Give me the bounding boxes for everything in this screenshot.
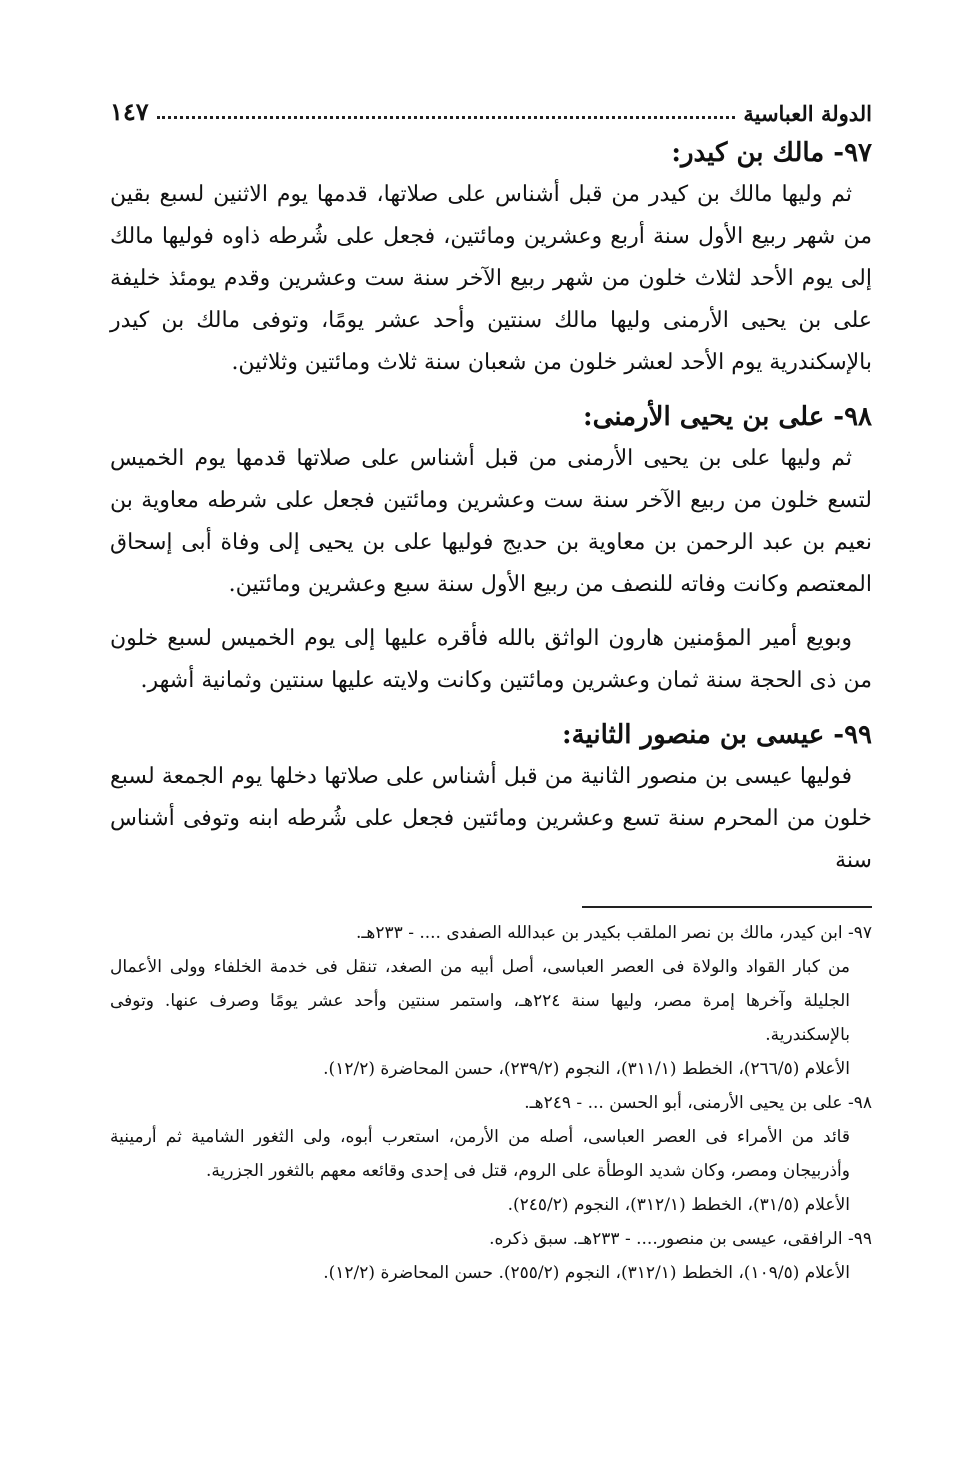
footnote-99-head: ٩٩- الرافقى، عيسى بن منصور.... - ٢٣٣هـ. سبق ذكره. <box>489 1229 872 1249</box>
footnote-98-body: قائد من الأمراء فى العصر العباسى، أصله من الأرمن، استعرب أبوه، ولى الثغور الشامية ثم أرمينية وأذربيجان ومصر، وكان شديد الوطأة على الروم، قتل فى إحدى وقائعه معهم بالثغور الجزرية. <box>110 1127 850 1181</box>
footnote-97-body: من كبار القواد والولاة فى العصر العباسى، أصل أبيه من الصغد، تنقل فى خدمة الخلفاء وولى الأعمال الجليلة وآخرها إمرة مصر، وليها سنة ٢٢٤هـ، واستمر سنتين وأحد عشر يومًا وصرف عنها. وتوفى بالإسكندرية. <box>110 957 850 1045</box>
footnote-99-refs: الأعلام (١٠٩/٥)، الخطط (٣١٢/١)، النجوم (٢٥٥/٢). حسن المحاضرة (١٢/٢). <box>323 1263 850 1283</box>
footnote-98-head: ٩٨- على بن يحيى الأرمنى، أبو الحسن ... - ٢٤٩هـ. <box>524 1093 872 1113</box>
footnote-98-refs: الأعلام (٣١/٥)، الخطط (٣١٢/١)، النجوم (٢٤٥/٢). <box>507 1195 850 1215</box>
running-header-title: الدولة العباسية <box>743 101 872 126</box>
entry-99-paragraph: فوليها عيسى بن منصور الثانية من قبل أشناس على صلاتها دخلها يوم الجمعة لسبع خلون من المحرم سنة تسع وعشرين ومائتين فجعل على شُرطه ابنه وتوفى أشناس سنة <box>110 764 872 873</box>
entry-97-paragraph: ثم وليها مالك بن كيدر من قبل أشناس على صلاتها، قدمها يوم الاثنين لسبع بقين من شهر ربيع الأول سنة أربع وعشرين ومائتين، فجعل على شُرطه ذاوه فوليها مالك إلى يوم الأحد لثلاث خلون من شهر ربيع الآخر سنة ست وعشرين وقدم يومئذ خليفة على بن يحيى الأرمنى وليها مالك سنتين وأحد عشر يومًا، وتوفى مالك بن كيدر بالإسكندرية يوم الأحد لعشر خلون من شعبان سنة ثلاث ومائتين وثلاثين. <box>110 182 872 375</box>
entry-heading-98: ٩٨- على بن يحيى الأرمنى: <box>583 402 872 432</box>
running-header <box>110 86 872 126</box>
footnote-divider <box>582 906 872 908</box>
entry-98-paragraph-2: وبويع أمير المؤمنين هارون الواثق بالله فأقره عليها إلى يوم الخميس لسبع خلون من ذى الحجة سنة ثمان وعشرين ومائتين وكانت ولايته عليها سنتين وثمانية أشهر. <box>110 626 872 693</box>
entry-98-paragraph-1: ثم وليها على بن يحيى الأرمنى من قبل أشناس على صلاتها قدمها يوم الخميس لتسع خلون من ربيع الآخر سنة ست وعشرين ومائتين فجعل على شرطه معاوية بن نعيم بن عبد الرحمن بن معاوية بن حديج فوليها على بن يحيى إلى وفاة أبى إسحاق المعتصم وكانت وفاته للنصف من ربيع الأول سنة سبع وعشرين ومائتين. <box>110 446 872 597</box>
page-number: ١٤٧ <box>110 97 149 126</box>
footnote-97-head: ٩٧- ابن كيدر، مالك بن نصر الملقب بكيدر بن عبدالله الصفدى .... - ٢٣٣هـ. <box>356 923 872 943</box>
footnote-97-refs: الأعلام (٢٦٦/٥)، الخطط (٣١١/١)، النجوم (٢٣٩/٢)، حسن المحاضرة (١٢/٢). <box>323 1059 850 1079</box>
entry-heading-99: ٩٩- عيسى بن منصور الثانية: <box>561 720 872 750</box>
footnotes <box>110 916 872 1290</box>
header-dot-leader <box>157 116 736 119</box>
entry-heading-97: ٩٧- مالك بن كيدر: <box>671 138 872 168</box>
